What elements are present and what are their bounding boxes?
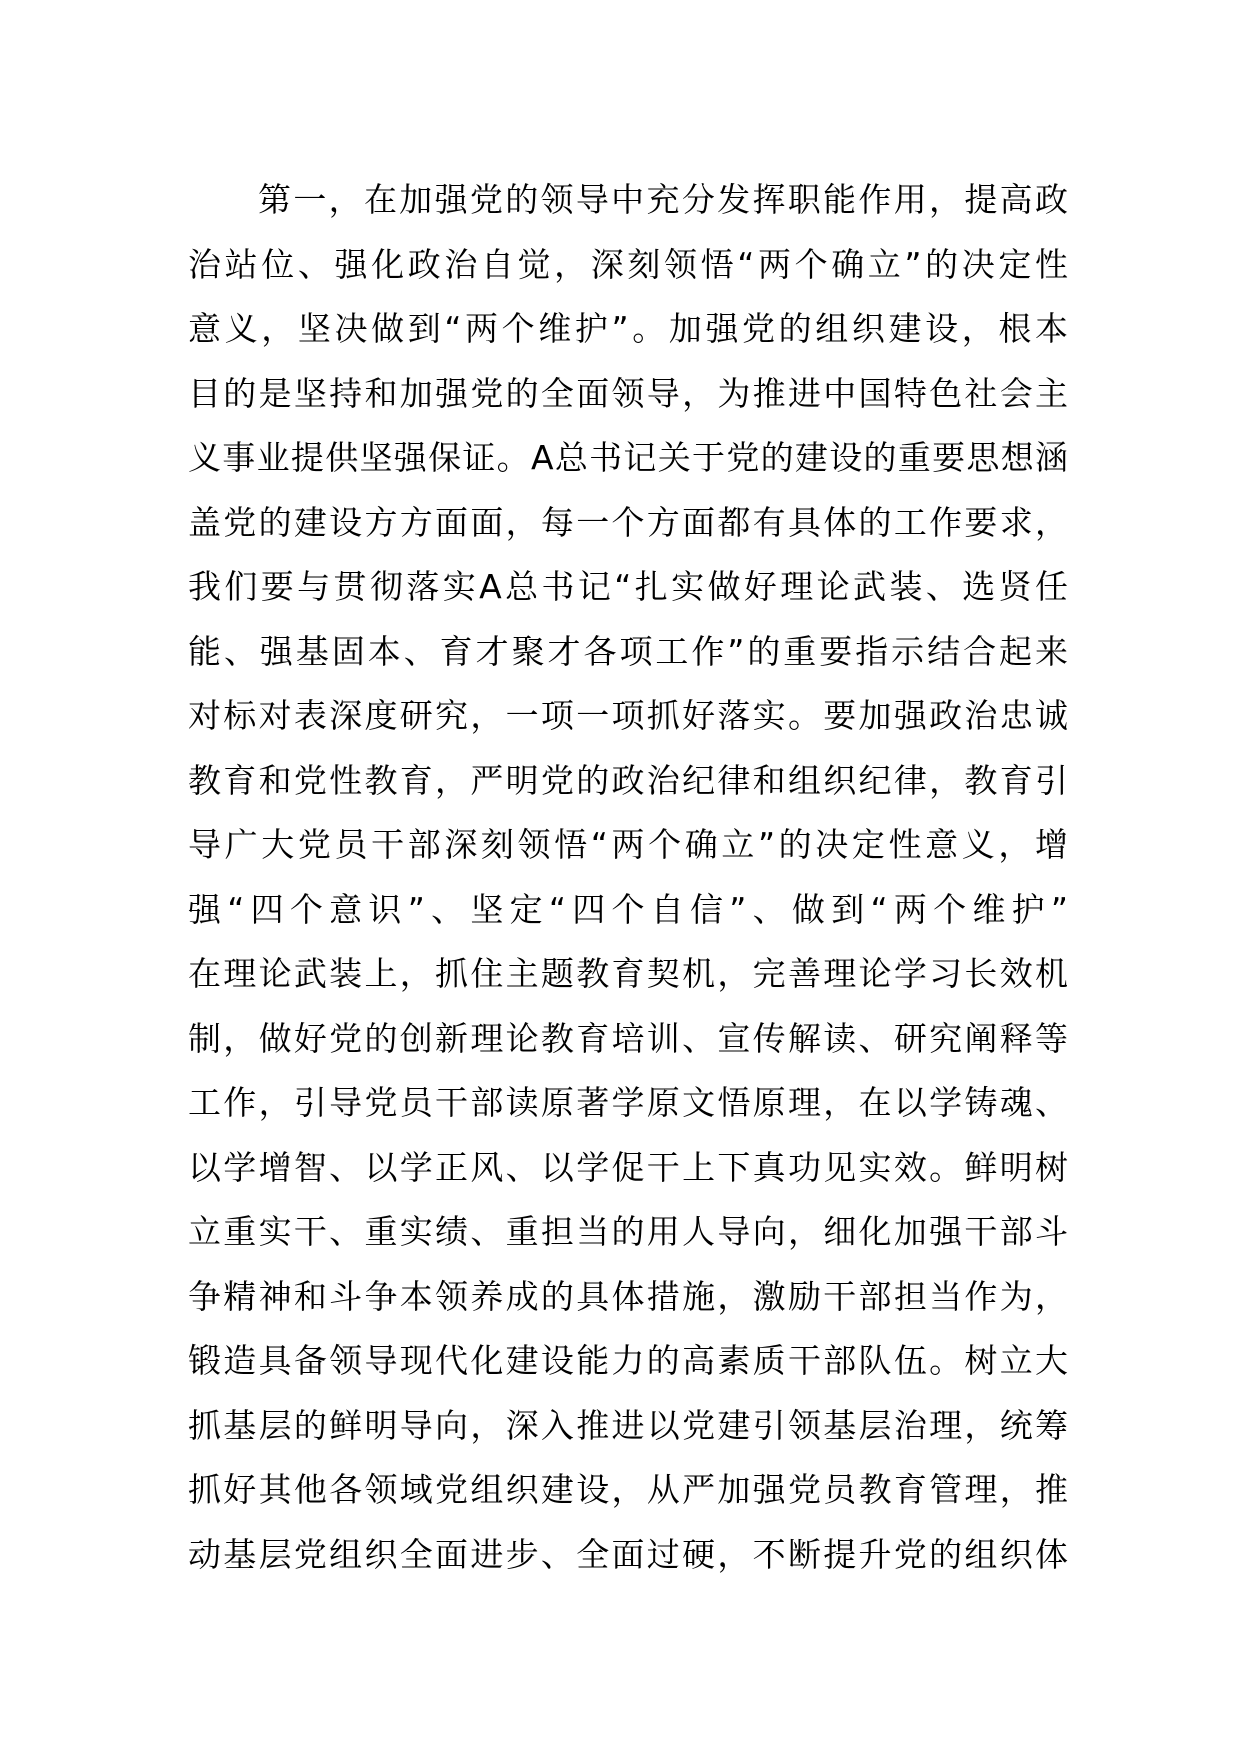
body-text (188, 168, 1068, 1587)
text-line: 能、强基固本、育才聚才各项工作”的重要指示结合起来 (188, 631, 1068, 671)
text-line: 治站位、强化政治自觉，深刻领悟“两个确立”的决定性 (188, 244, 1068, 284)
text-line: 动基层党组织全面进步、全面过硬，不断提升党的组织体 (188, 1534, 1068, 1574)
text-line: 盖党的建设方方面面，每一个方面都有具体的工作要求， (188, 502, 1068, 542)
text-line: 意义，坚决做到“两个维护”。加强党的组织建设，根本 (188, 309, 1068, 348)
text-line: 义事业提供坚强保证。A总书记关于党的建设的重要思想涵 (188, 438, 1068, 477)
text-line: 立重实干、重实绩、重担当的用人导向，细化加强干部斗 (188, 1212, 1068, 1251)
text-line: 我们要与贯彻落实A总书记“扎实做好理论武装、选贤任 (188, 567, 1068, 606)
text-line: 教育和党性教育，严明党的政治纪律和组织纪律，教育引 (188, 760, 1068, 800)
text-line: 导广大党员干部深刻领悟“两个确立”的决定性意义，增 (188, 825, 1068, 864)
text-line: 制，做好党的创新理论教育培训、宣传解读、研究阐释等 (188, 1018, 1068, 1058)
text-line: 抓基层的鲜明导向，深入推进以党建引领基层治理，统筹 (188, 1405, 1068, 1445)
text-line: 工作，引导党员干部读原著学原文悟原理，在以学铸魂、 (188, 1083, 1068, 1122)
text-line: 在理论武装上，抓住主题教育契机，完善理论学习长效机 (188, 954, 1068, 993)
text-line: 以学增智、以学正风、以学促干上下真功见实效。鲜明树 (188, 1147, 1068, 1187)
text-line: 锻造具备领导现代化建设能力的高素质干部队伍。树立大 (188, 1341, 1068, 1380)
text-line: 对标对表深度研究，一项一项抓好落实。要加强政治忠诚 (188, 696, 1068, 735)
text-line: 抓好其他各领域党组织建设，从严加强党员教育管理，推 (188, 1470, 1068, 1509)
text-line: 目的是坚持和加强党的全面领导，为推进中国特色社会主 (188, 373, 1068, 413)
text-line: 争精神和斗争本领养成的具体措施，激励干部担当作为， (188, 1276, 1068, 1316)
text-line: 强“四个意识”、坚定“四个自信”、做到“两个维护” (188, 889, 1068, 929)
text-line: 第一，在加强党的领导中充分发挥职能作用，提高政 (258, 180, 1068, 219)
